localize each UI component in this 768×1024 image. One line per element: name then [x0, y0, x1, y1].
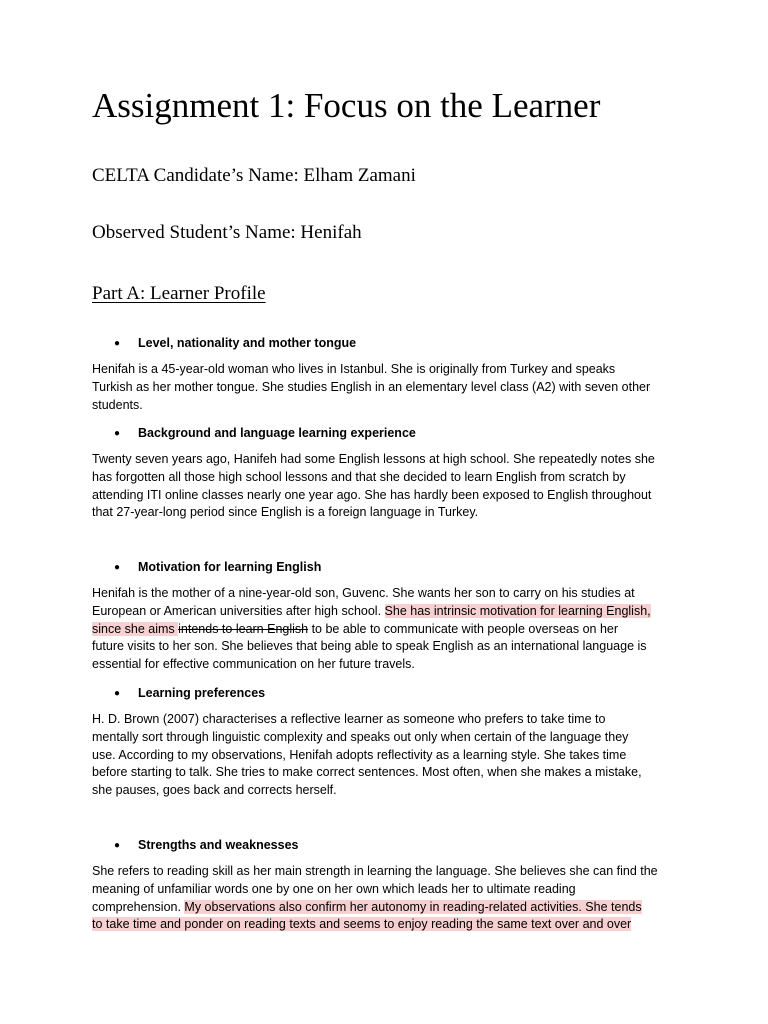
section-heading-level: [114, 334, 356, 353]
section-heading-background: [114, 424, 416, 443]
text-line: She refers to reading skill as her main strength in learning the language. She believes she can find the: [92, 864, 658, 878]
highlighted-text: to take time and ponder on reading texts and seems to enjoy reading the same text over and over: [92, 917, 632, 932]
section-heading-preferences: [114, 684, 265, 703]
section-heading-strengths: [114, 836, 298, 855]
text-line: [92, 621, 676, 639]
text-line: H. D. Brown (2007) characterises a reflective learner as someone who prefers to take time to: [92, 712, 606, 726]
section-heading-text: Learning preferences: [138, 686, 266, 700]
highlighted-text: She has intrinsic motivation for learning English,: [384, 603, 651, 618]
text-line: essential for effective communication on her future travels.: [92, 657, 415, 672]
paragraph-background: [92, 451, 676, 522]
document-title: Assignment 1: Focus on the Learner: [92, 86, 601, 125]
highlighted-text: since she aims: [92, 621, 179, 636]
text-run: European or American universities after high school.: [92, 603, 385, 618]
section-heading-text: Strengths and weaknesses: [138, 838, 299, 852]
text-line: Henifah is a 45-year-old woman who lives in Istanbul. She is originally from Turkey and speaks: [92, 362, 616, 376]
student-name: Observed Student’s Name: Henifah: [92, 222, 362, 243]
text-run: to be able to communicate with people overseas on her: [308, 621, 619, 636]
strikethrough-text: intends to learn English: [178, 621, 309, 636]
text-line: [92, 603, 676, 621]
text-line: that 27-year-long period since English is a foreign language in Turkey.: [92, 505, 479, 520]
text-line: [92, 916, 676, 934]
section-heading-text: Motivation for learning English: [138, 560, 322, 574]
text-line: attending ITI online classes nearly one year ago. She has hardly been exposed to English throughout: [92, 487, 652, 502]
text-line: Henifah is the mother of a nine-year-old son, Guvenc. She wants her son to carry on his studies at: [92, 586, 635, 600]
text-line: use. According to my observations, Henifah adopts reflectivity as a learning style. She takes time: [92, 747, 627, 762]
text-line: [92, 899, 676, 917]
text-run: comprehension.: [92, 899, 185, 914]
section-heading-text: Background and language learning experience: [138, 426, 416, 440]
paragraph-motivation: [92, 585, 676, 674]
text-line: mentally sort through linguistic complexity and speaks out only when certain of the language they: [92, 729, 629, 744]
highlighted-text: My observations also confirm her autonomy in reading-related activities. She tends: [184, 899, 642, 914]
text-line: future visits to her son. She believes that being able to speak English as an international language is: [92, 639, 647, 654]
text-line: meaning of unfamiliar words one by one on her own which leads her to ultimate reading: [92, 881, 576, 896]
bullet-icon: ●: [114, 688, 121, 699]
bullet-icon: ●: [114, 428, 121, 439]
text-line: before starting to talk. She tries to make correct sentences. Most often, when she makes a mistake,: [92, 765, 642, 780]
bullet-icon: ●: [114, 562, 121, 573]
text-line: Twenty seven years ago, Hanifeh had some English lessons at high school. She repeatedly notes she: [92, 452, 655, 466]
section-heading-motivation: [114, 558, 321, 577]
text-line: she pauses, goes back and corrects herself.: [92, 783, 337, 798]
bullet-icon: ●: [114, 338, 121, 349]
text-line: Turkish as her mother tongue. She studies English in an elementary level class (A2) with seven other: [92, 379, 651, 394]
part-a-heading: Part A: Learner Profile: [92, 283, 266, 304]
paragraph-strengths: [92, 863, 676, 934]
section-heading-text: Level, nationality and mother tongue: [138, 336, 357, 350]
paragraph-preferences: [92, 711, 676, 800]
text-line: students.: [92, 397, 143, 412]
bullet-icon: ●: [114, 840, 121, 851]
candidate-name: CELTA Candidate’s Name: Elham Zamani: [92, 165, 416, 186]
text-line: has forgotten all those high school lessons and that she decided to learn English from scratch by: [92, 469, 626, 484]
paragraph-level: [92, 361, 676, 414]
